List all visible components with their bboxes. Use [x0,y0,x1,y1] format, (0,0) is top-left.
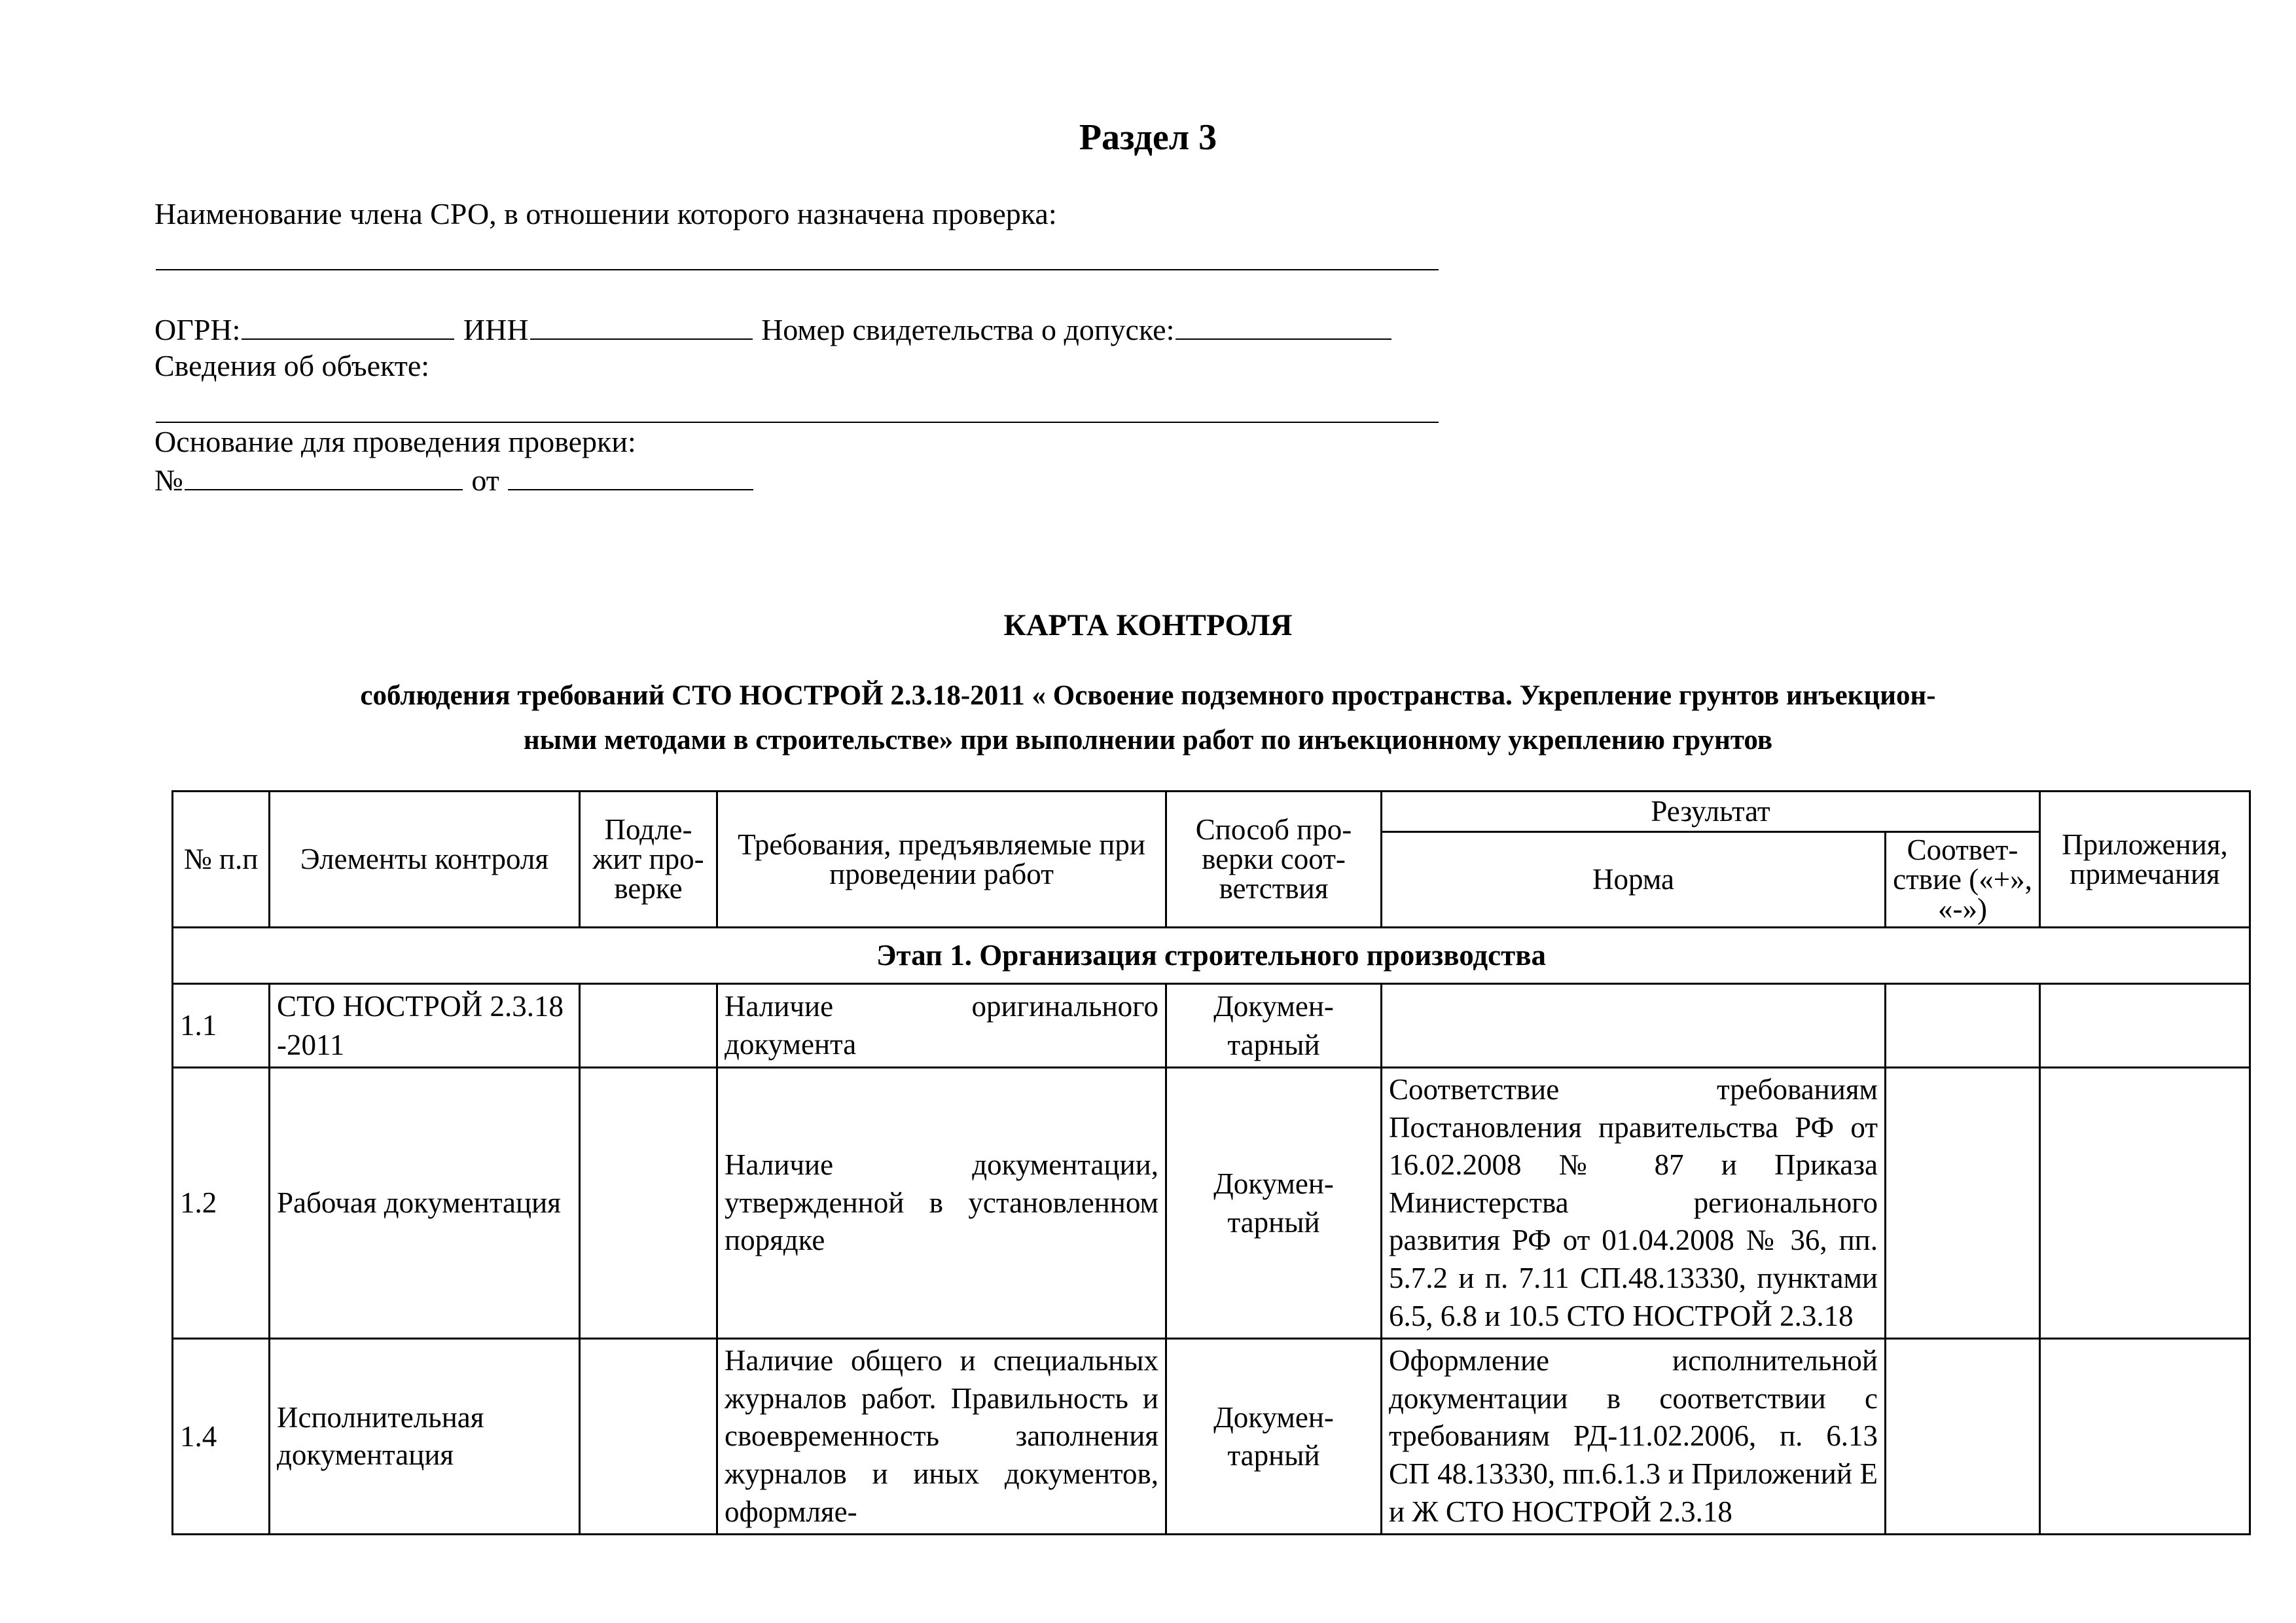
row-subject [580,1068,717,1339]
row-notes [2040,1339,2250,1535]
section-title: Раздел 3 [1079,117,1217,158]
stage-1-title: Этап 1. Организация строительного производства [173,928,2250,984]
card-subtitle-line1: соблюдения требований СТО НОСТРОЙ 2.3.18-2011 « Освоение подземного пространства. Укрепление грунтов инъекцион- [360,680,1936,711]
table-row [173,1068,2250,1339]
row-norm [1382,984,1886,1068]
row-num: 1.1 [173,984,270,1068]
row-requirement: Наличие оригинального документа [717,984,1166,1068]
row-method: Докумен-тарный [1166,1339,1382,1535]
header-method: Способ про-верки соот-ветствия [1166,792,1382,928]
row-subject [580,984,717,1068]
header-subject: Подле-жит про-верке [580,792,717,928]
header-norm: Норма [1382,832,1886,928]
row-compliance [1886,1339,2040,1535]
row-requirement: Наличие общего и специальных журналов работ. Правильность и своевременность заполнения журналов и иных документов, оформляе- [717,1339,1166,1535]
table-row [173,1339,2250,1535]
row-norm: Соответствие требованиям Постановления правительства РФ от 16.02.2008 № 87 и Приказа Министерства регионального развития РФ от 01.04.2008 № 36, пп. 5.7.2 и п. 7.11 СП.48.13330, пунктами 6.5, 6.8 и 10.5 СТО НОСТРОЙ 2.3.18 [1382,1068,1886,1339]
member-name-field[interactable] [156,269,1439,270]
table-row [173,984,2250,1068]
row-compliance [1886,984,2040,1068]
row-notes [2040,984,2250,1068]
certificate-label: Номер свидетельства о допуске: [761,313,1175,346]
ogrn-inn-line [154,312,1393,347]
row-method: Докумен-тарный [1166,984,1382,1068]
row-element: Рабочая документация [270,1068,580,1339]
basis-number-field[interactable] [185,463,463,490]
header-requirements: Требования, предъявляемые при проведении работ [717,792,1166,928]
basis-line [154,463,755,498]
basis-date-field[interactable] [508,463,753,490]
row-num: 1.2 [173,1068,270,1339]
row-subject [580,1339,717,1535]
inn-field[interactable] [530,312,753,340]
header-elements: Элементы контроля [270,792,580,928]
row-norm: Оформление исполнительной документации в соответствии с требованиям РД-11.02.2006, п. 6.13 СП 48.13330, пп.6.1.3 и Приложений Е и Ж СТО НОСТРОЙ 2.3.18 [1382,1339,1886,1535]
basis-label: Основание для проведения проверки: [154,425,636,458]
header-num: № п.п [173,792,270,928]
card-subtitle-line2: ными методами в строительстве» при выполнении работ по инъекционному укреплению грунтов [523,725,1773,756]
header-compliance: Соответ-ствие («+», «-») [1886,832,2040,928]
row-num: 1.4 [173,1339,270,1535]
ogrn-field[interactable] [242,312,454,340]
member-name-label: Наименование члена СРО, в отношении которого назначена проверка: [154,197,1057,230]
control-table [171,790,2251,1535]
row-element: СТО НОСТРОЙ 2.3.18 -2011 [270,984,580,1068]
header-notes: Приложения, примечания [2040,792,2250,928]
row-notes [2040,1068,2250,1339]
number-label: № [154,464,183,497]
card-title: КАРТА КОНТРОЛЯ [1003,608,1293,642]
header-result: Результат [1382,792,2040,832]
row-requirement: Наличие документации, утвержденной в установленном порядке [717,1068,1166,1339]
from-label: от [471,464,499,497]
object-info-label: Сведения об объекте: [154,349,430,382]
row-method: Докумен-тарный [1166,1068,1382,1339]
row-compliance [1886,1068,2040,1339]
object-info-field[interactable] [156,422,1439,423]
inn-label: ИНН [463,313,529,346]
row-element: Исполнительная документация [270,1339,580,1535]
certificate-field[interactable] [1175,312,1391,340]
ogrn-label: ОГРН: [154,313,241,346]
